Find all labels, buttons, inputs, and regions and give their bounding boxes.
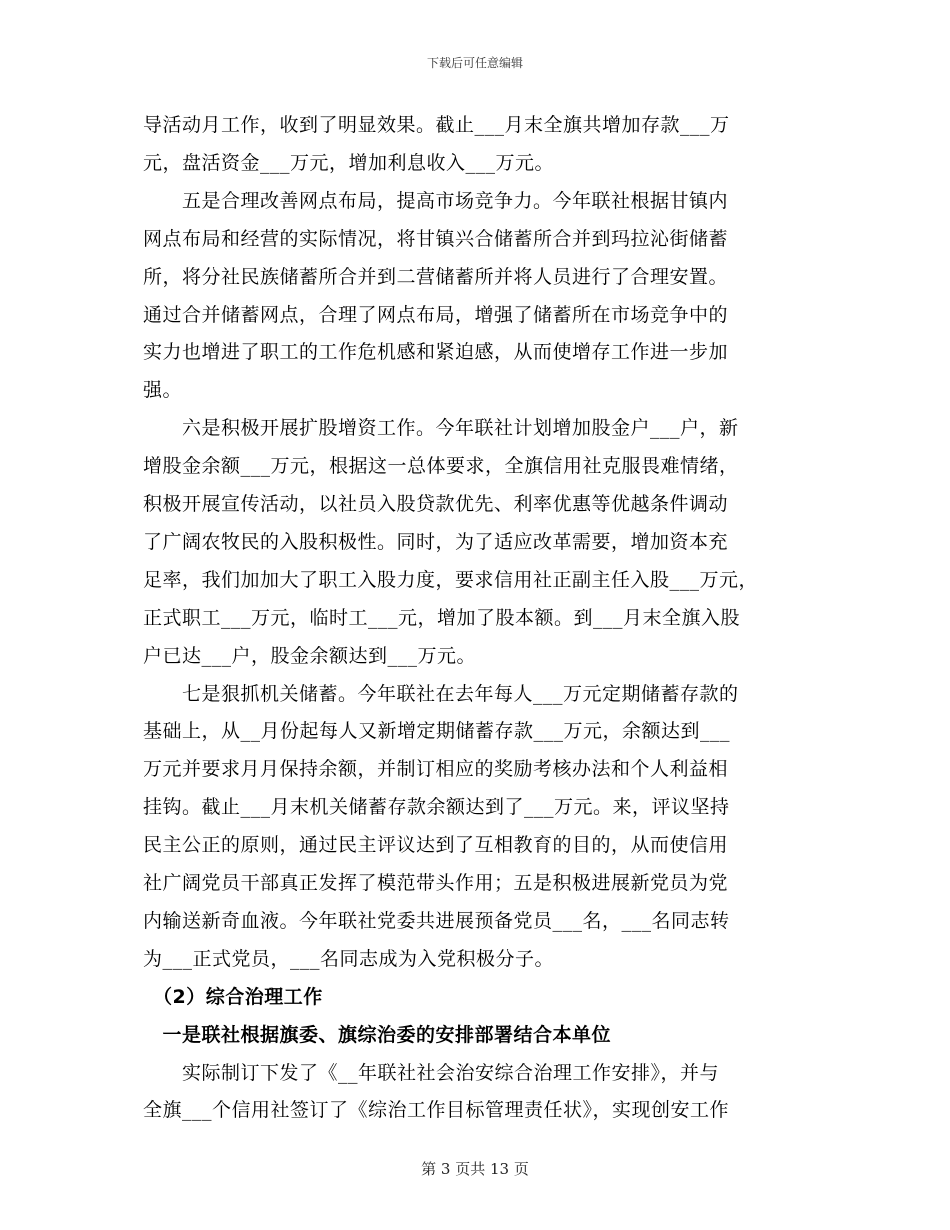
paragraph-line: 基础上，从__月份起每人又新增定期储蓄存款___万元，余额达到___	[143, 720, 731, 743]
paragraph-line: 导活动月工作，收到了明显效果。截止___月末全旗共增加存款___万	[143, 114, 730, 136]
page-header: 下载后可任意编辑	[426, 56, 523, 70]
paragraph-line: 元，盘活资金___万元，增加利息收入___万元。	[143, 151, 555, 174]
paragraph-line: 足率，我们加加大了职工入股力度，要求信用社正副主任入股___万元，	[143, 568, 759, 591]
paragraph-line: 实际制订下发了《__年联社社会治安综合治理工作安排》，并与	[143, 1061, 720, 1084]
paragraph-line: 七是狠抓机关储蓄。今年联社在去年每人___万元定期储蓄存款的	[143, 682, 739, 705]
paragraph-line: 民主公正的原则，通过民主评议达到了互相教育的目的，从而使信用	[143, 834, 729, 857]
paragraph-line: 所，将分社民族储蓄所合并到二营储蓄所并将人员进行了合理安置。	[143, 265, 729, 288]
paragraph-line: 社广阔党员干部真正发挥了模范带头作用；五是积极进展新党员为党	[143, 872, 729, 894]
paragraph-line: 了广阔农牧民的入股积极性。同时，为了适应改革需要，增加资本充	[143, 530, 729, 553]
paragraph-line: 六是积极开展扩股增资工作。今年联社计划增加股金户___户，新	[143, 417, 739, 440]
paragraph-line: 正式职工___万元，临时工___元，增加了股本额。到___月末全旗入股	[143, 606, 741, 629]
paragraph-line: 五是合理改善网点布局，提高市场竞争力。今年联社根据甘镇内	[143, 189, 729, 212]
paragraph-line: 强。	[143, 379, 183, 402]
paragraph-line: 全旗___个信用社签订了《综治工作目标管理责任状》，实现创安工作	[143, 1099, 730, 1122]
paragraph-line: 积极开展宣传活动，以社员入股贷款优先、利率优惠等优越条件调动	[143, 493, 729, 515]
section-heading-line: （2）综合治理工作	[143, 985, 323, 1008]
paragraph-line: 内输送新奇血液。今年联社党委共进展预备党员___名，___名同志转	[143, 909, 730, 932]
paragraph-line: 户已达___户，股金余额达到___万元。	[143, 644, 477, 667]
page-number-footer: 第 3 页共 13 页	[421, 1160, 529, 1178]
section-heading-line: 一是联社根据旗委、旗综治委的安排部署结合本单位	[143, 1023, 612, 1046]
paragraph-line: 实力也增进了职工的工作危机感和紧迫感，从而使增存工作进一步加	[143, 341, 729, 364]
paragraph-line: 挂钩。截止___月末机关储蓄存款余额达到了___万元。来，评议坚持	[143, 796, 730, 819]
paragraph-line: 通过合并储蓄网点，合理了网点布局，增强了储蓄所在市场竞争中的	[143, 303, 729, 326]
paragraph-line: 为___正式党员，___名同志成为入党积极分子。	[143, 947, 555, 970]
paragraph-line: 万元并要求月月保持余额，并制订相应的奖励考核办法和个人利益相	[143, 758, 729, 781]
paragraph-line: 增股金余额___万元，根据这一总体要求，全旗信用社克服畏难情绪，	[143, 455, 739, 478]
paragraph-line: 网点布局和经营的实际情况，将甘镇兴合储蓄所合并到玛拉沁街储蓄	[143, 227, 729, 250]
